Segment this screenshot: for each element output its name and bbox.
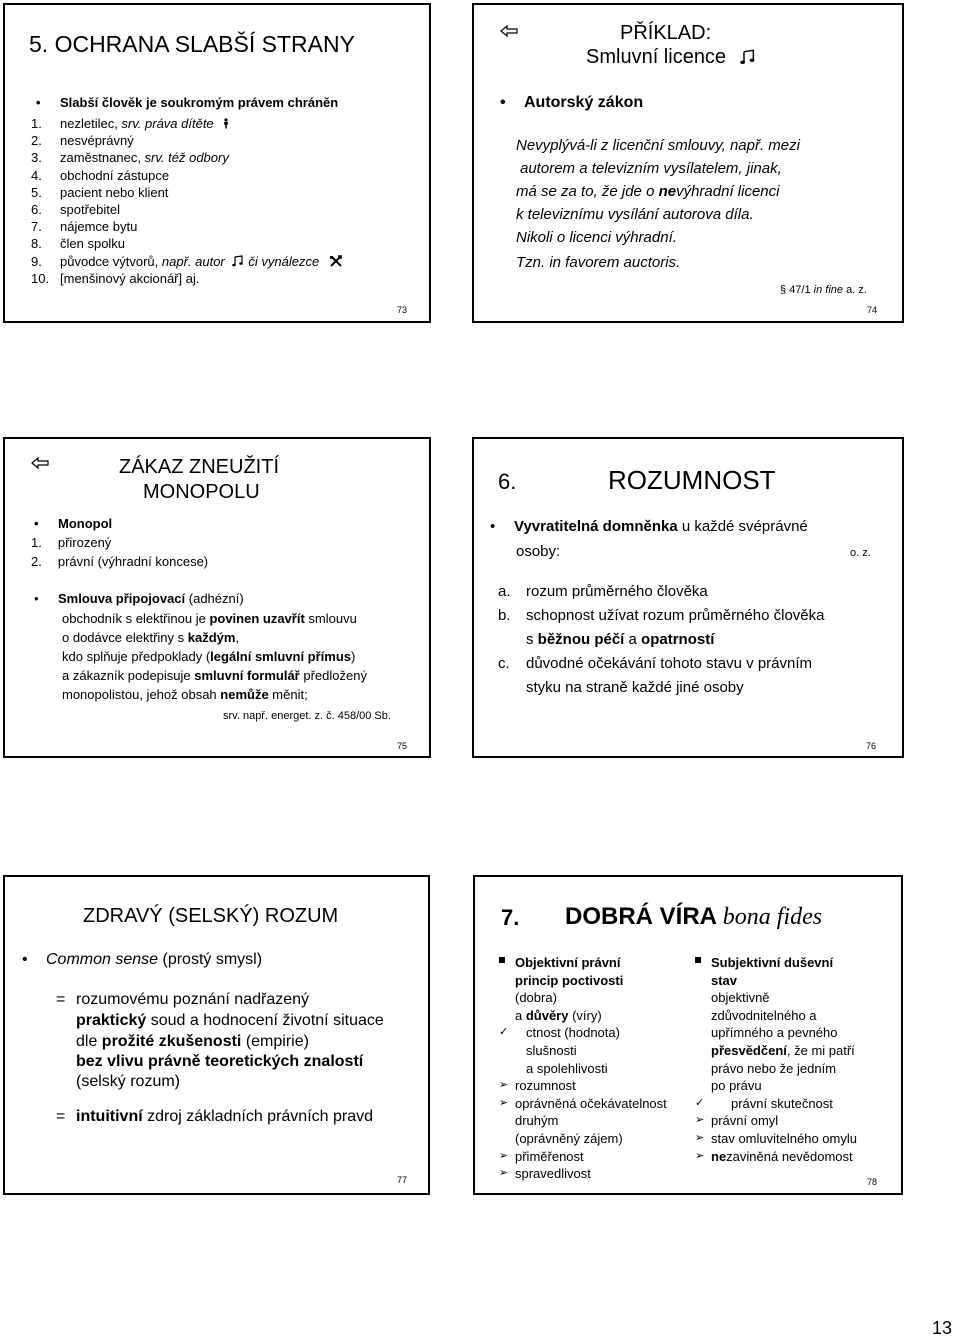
check-item: ✓ ctnost (hodnota) [499,1025,620,1041]
list-item: 1. nezletilec, srv. práva dítěte [31,115,343,132]
document-page-number: 13 [932,1318,953,1338]
weak-party-list [31,115,343,287]
text-line: (selský rozum) [76,1073,181,1090]
text-line: upřímného a pevného [711,1025,838,1041]
subjective-column [695,954,900,1165]
text-line: právo nebo že jedním [711,1060,837,1076]
arrow-item: ➢ přiměřenost [499,1148,584,1164]
text-line: (dobra) [515,990,557,1006]
slide-75-title-line2: MONOPOLU [143,481,260,503]
arrow-item: ➢ stav omluvitelného omylu [695,1130,857,1146]
monopol-heading: • Monopol [58,516,112,531]
slide-78 [473,875,903,1195]
subjective-heading: Subjektivní duševní [711,955,834,970]
arrow-item: ➢ rozumnost [499,1078,576,1094]
text-line: Nikoli o licenci výhradní. [516,229,677,246]
text-line: přesvědčení, že mi patří [711,1042,855,1058]
slide-77-title: ZDRAVÝ (SELSKÝ) ROZUM [83,905,339,927]
text-line: princip poctivosti [515,972,624,988]
contract-heading: • Smlouva připojovací (adhézní) [58,591,244,606]
text-line: Nevyplývá-li z licenční smlouvy, např. mezi [516,137,800,154]
slide-77 [3,875,430,1195]
list-item: 9. původce výtvorů, např. autor či vynálezce [31,253,343,270]
text-line: objektivně [711,990,770,1006]
slide-73 [3,3,431,323]
page-number: 73 [397,305,408,315]
page-number: 78 [867,1177,878,1187]
text-line: slušnosti [526,1042,577,1058]
text-line: dle prožité zkušenosti (empirie) [76,1033,309,1050]
child-icon [222,118,230,129]
text-line: kdo splňuje předpoklady (legální smluvní přímus) [62,649,356,664]
slide-73-intro [60,95,338,110]
slide-75-title-line1: ZÁKAZ ZNEUŽITÍ [119,456,279,478]
civil-code-ref: o. z. [850,547,871,559]
list-item: 5. pacient nebo klient [31,184,169,200]
text-line: Tzn. in favorem auctoris. [516,254,681,271]
text-line: bez vlivu právně teoretických znalostí [76,1053,364,1070]
equals-sign: = [56,991,66,1008]
slide-74-heading: • Autorský zákon [524,94,643,112]
text-line: praktický soud a hodnocení životní situace [76,1012,384,1029]
text-line: po právu [711,1078,762,1094]
list-item: 2. nesvéprávný [31,133,134,149]
slide-74 [472,3,904,323]
item-b-cont: s běžnou péčí a opatrností [526,631,715,648]
text-line: má se za to, že jde o nevýhradní licenci [516,183,780,200]
text-line: rozumovému poznání nadřazený [76,991,310,1008]
text-line: o dodávce elektřiny s každým, [62,630,240,645]
objective-heading: Objektivní právní [515,955,621,970]
page-number: 77 [397,1175,408,1185]
slide-73-title: 5. OCHRANA SLABŠÍ STRANY [29,31,355,57]
list-item: 8. člen spolku [31,236,126,252]
item-b: b. schopnost užívat rozum průměrného člověka [498,607,825,624]
check-item: ✓ právní skutečnost [695,1095,833,1111]
intro-text: Slabší člověk je soukromým právem chráněn [60,95,339,110]
monopol-item-1: 1. přirozený [31,535,112,550]
tools-icon [329,255,343,267]
slide-76 [472,437,904,758]
arrow-item: ➢ nezaviněná nevědomost [695,1148,853,1164]
arrow-item: ➢ právní omyl [695,1113,779,1129]
arrow-left-icon [31,457,49,469]
arrow-item: ➢ oprávněná očekávatelnost [499,1095,667,1111]
equals-sign: = [56,1108,66,1125]
objective-column [499,954,699,1183]
item-a: a. rozum průměrného člověka [498,583,708,600]
page-number: 75 [397,741,408,751]
page-number: 74 [867,305,878,315]
text-line: monopolistou, jehož obsah nemůže měnit; [62,687,308,702]
text-line: k televiznímu vysílání autorova díla. [516,206,754,223]
text-line: a důvěry (víry) [515,1007,602,1023]
list-item: 4. obchodní zástupce [31,167,170,183]
text-line: stav [711,972,738,988]
common-sense-line: • Common sense (prostý smysl) [46,951,262,969]
slide-76-number: 6. [498,469,517,494]
law-reference: srv. např. energet. z. č. 458/00 Sb. [223,710,391,722]
text-line: druhým [515,1113,559,1129]
law-reference: § 47/1 in fine a. z. [780,284,867,296]
music-note-icon [232,255,244,267]
slide-78-number: 7. [501,905,520,930]
item-c: c. důvodné očekávání tohoto stavu v právním [498,655,813,672]
arrow-left-icon [500,25,518,37]
list-item: 10. [menšinový akcionář] aj. [31,270,200,286]
list-item: 7. nájemce bytu [31,219,138,235]
presumption-line: • Vyvratitelná domněnka u každé svéprávné [514,518,808,535]
slide-74-title-line1: PŘÍKLAD: [620,22,712,44]
text-line: a spolehlivosti [526,1060,608,1076]
text-line: zdůvodnitelného a [711,1007,817,1023]
text-line: autorem a televizním vysílatelem, jinak, [520,160,782,177]
text-line: (oprávněný zájem) [515,1130,623,1146]
page-number: 76 [866,741,877,751]
list-item: 3. zaměstnanec, srv. též odbory [31,150,229,166]
text-line: obchodník s elektřinou je povinen uzavřít smlouvu [62,611,357,626]
slide-76-title: ROZUMNOST [608,465,776,495]
monopol-item-2: 2. právní (výhradní koncese) [31,554,209,569]
item-c-cont: styku na straně každé jiné osoby [526,679,744,696]
arrow-item: ➢ spravedlivost [499,1166,591,1182]
presumption-line-2: osoby: [516,543,561,560]
text-line: a zákazník podepisuje smluvní formulář předložený [62,668,367,683]
slide-75 [3,437,431,758]
slide-78-title: DOBRÁ VÍRA bona fides [565,903,823,930]
slide-74-title-line2: Smluvní licence [586,46,756,69]
text-line: intuitivní zdroj základních právních pravd [76,1108,373,1125]
music-note-icon [740,49,756,65]
list-item: 6. spotřebitel [31,202,120,218]
